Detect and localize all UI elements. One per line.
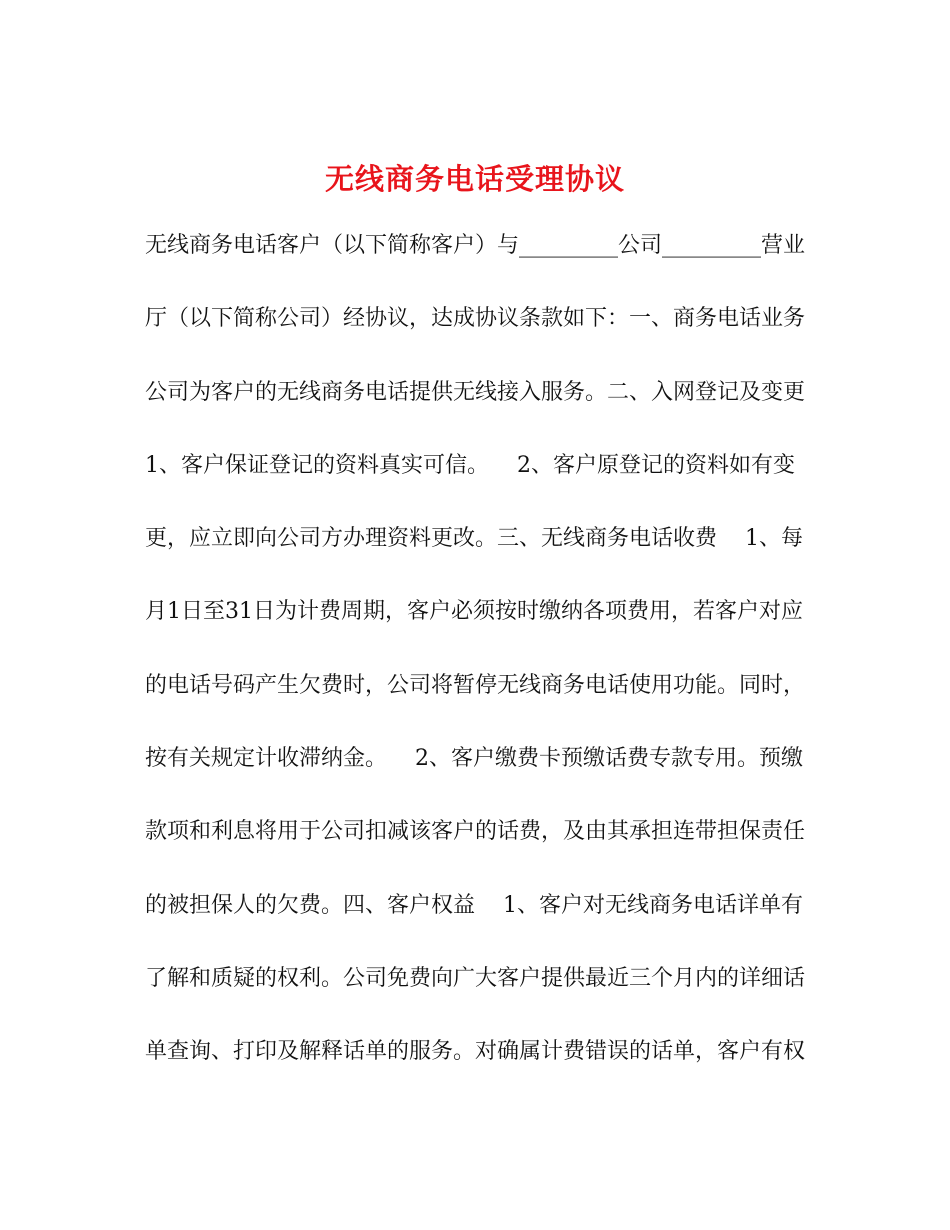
body-line: 厅（以下简称公司）经协议，达成协议条款如下：一、商务电话业务 bbox=[145, 306, 806, 332]
body-line: 月1日至31日为计费周期，客户必须按时缴纳各项费用，若客户对应 bbox=[145, 599, 803, 625]
body-line: 的电话号码产生欠费时，公司将暂停无线商务电话使用功能。同时， bbox=[145, 672, 806, 698]
body-line: 款项和利息将用于公司扣减该客户的话费，及由其承担连带担保责任 bbox=[145, 819, 806, 845]
document-title: 无线商务电话受理协议 bbox=[324, 162, 625, 197]
body-line: 1、客户保证登记的资料真实可信。 2、客户原登记的资料如有变 bbox=[145, 452, 795, 478]
body-line: 公司为客户的无线商务电话提供无线接入服务。二、入网登记及变更 bbox=[145, 379, 806, 405]
body-line: 按有关规定计收滞纳金。 2、客户缴费卡预缴话费专款专用。预缴 bbox=[145, 746, 803, 772]
body-line: 无线商务电话客户（以下简称客户）与_________公司_________营业 bbox=[145, 233, 806, 258]
body-line: 更，应立即向公司方办理资料更改。三、无线商务电话收费 1、每 bbox=[145, 526, 803, 552]
document-body bbox=[145, 226, 810, 1106]
body-line: 了解和质疑的权利。公司免费向广大客户提供最近三个月内的详细话 bbox=[145, 965, 806, 991]
body-line: 的被担保人的欠费。四、客户权益 1、客户对无线商务电话详单有 bbox=[145, 892, 803, 918]
body-line: 单查询、打印及解释话单的服务。对确属计费错误的话单，客户有权 bbox=[145, 1039, 806, 1065]
